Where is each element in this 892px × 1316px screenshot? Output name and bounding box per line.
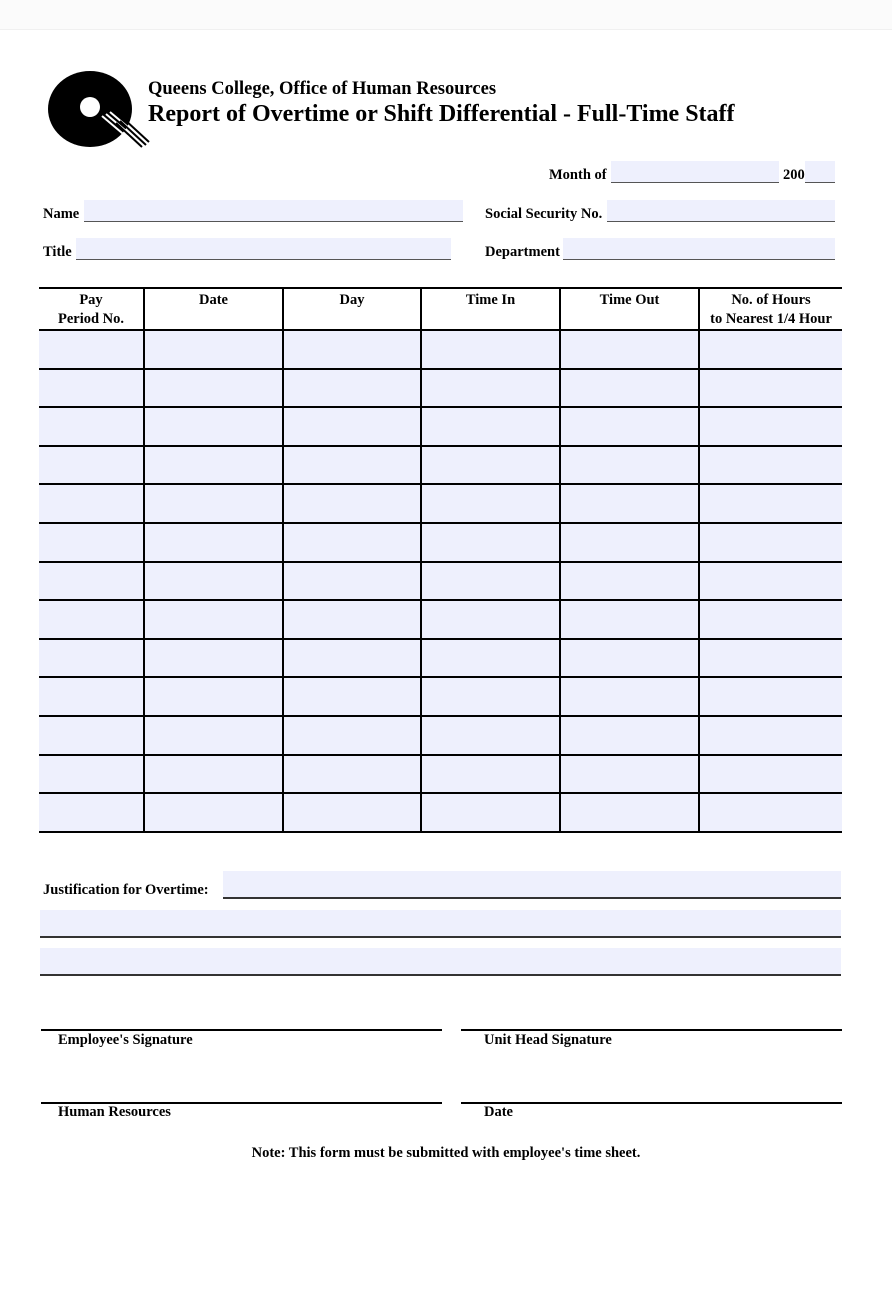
department-field[interactable] [563, 238, 835, 260]
unit-head-signature-label: Unit Head Signature [484, 1032, 612, 1048]
date-cell[interactable] [144, 562, 283, 601]
table-header-row [39, 288, 842, 330]
time-in-cell[interactable] [421, 523, 560, 562]
queens-college-logo [46, 68, 150, 152]
pay-period-cell[interactable] [39, 677, 144, 716]
time-out-cell[interactable] [560, 407, 699, 446]
day-cell[interactable] [283, 639, 421, 678]
hours-cell[interactable] [699, 407, 842, 446]
submission-note: Note: This form must be submitted with employee's time sheet. [251, 1145, 641, 1161]
time-out-cell[interactable] [560, 330, 699, 369]
employee-signature-label: Employee's Signature [58, 1032, 193, 1048]
date-cell[interactable] [144, 407, 283, 446]
year-field[interactable] [805, 161, 835, 183]
year-prefix: 200 [783, 167, 805, 183]
ssn-field[interactable] [607, 200, 835, 222]
pay-period-cell[interactable] [39, 562, 144, 601]
justification-line-3[interactable] [40, 948, 841, 976]
time-out-cell[interactable] [560, 716, 699, 755]
pay-period-cell[interactable] [39, 793, 144, 832]
unit-head-signature-line[interactable] [461, 1029, 842, 1031]
day-cell[interactable] [283, 677, 421, 716]
hours-cell[interactable] [699, 446, 842, 485]
department-label: Department [485, 244, 560, 260]
time-out-cell[interactable] [560, 639, 699, 678]
column-header-line: Period No. [57, 311, 125, 327]
time-out-cell[interactable] [560, 484, 699, 523]
hours-cell[interactable] [699, 330, 842, 369]
name-field[interactable] [84, 200, 463, 222]
pay-period-cell[interactable] [39, 330, 144, 369]
table-row [39, 407, 842, 446]
column-header-line: to Nearest 1/4 Hour [710, 311, 832, 327]
date-cell[interactable] [144, 793, 283, 832]
pay-period-cell[interactable] [39, 369, 144, 408]
justification-label: Justification for Overtime: [43, 882, 209, 898]
table-row [39, 446, 842, 485]
day-cell[interactable] [283, 793, 421, 832]
day-cell[interactable] [283, 755, 421, 794]
day-cell[interactable] [283, 446, 421, 485]
justification-line-2[interactable] [40, 910, 841, 938]
time-in-cell[interactable] [421, 677, 560, 716]
title-field[interactable] [76, 238, 451, 260]
time-in-cell[interactable] [421, 639, 560, 678]
viewer-top-bar [0, 0, 892, 30]
pay-period-cell[interactable] [39, 407, 144, 446]
column-header-line: Pay [79, 292, 103, 308]
pay-period-cell[interactable] [39, 716, 144, 755]
hours-cell[interactable] [699, 755, 842, 794]
column-header-pay-period [39, 288, 144, 330]
time-entry-table [39, 287, 842, 833]
date-cell[interactable] [144, 369, 283, 408]
time-out-cell[interactable] [560, 793, 699, 832]
pay-period-cell[interactable] [39, 446, 144, 485]
pay-period-cell[interactable] [39, 523, 144, 562]
title-label: Title [43, 244, 72, 260]
day-cell[interactable] [283, 562, 421, 601]
day-cell[interactable] [283, 484, 421, 523]
hours-cell[interactable] [699, 484, 842, 523]
table-row [39, 639, 842, 678]
organization-name: Queens College, Office of Human Resources [148, 79, 497, 99]
table-row [39, 484, 842, 523]
column-header-hours [699, 288, 842, 330]
day-cell[interactable] [283, 600, 421, 639]
column-header-date: Date [144, 288, 283, 330]
time-out-cell[interactable] [560, 369, 699, 408]
employee-signature-line[interactable] [41, 1029, 442, 1031]
table-row [39, 330, 842, 369]
table-row [39, 716, 842, 755]
form-title: Report of Overtime or Shift Differential - Full-Time Staff [148, 101, 735, 127]
time-in-cell[interactable] [421, 407, 560, 446]
time-in-cell[interactable] [421, 369, 560, 408]
hours-cell[interactable] [699, 369, 842, 408]
date-cell[interactable] [144, 484, 283, 523]
hours-cell[interactable] [699, 793, 842, 832]
date-cell[interactable] [144, 446, 283, 485]
day-cell[interactable] [283, 407, 421, 446]
table-row [39, 793, 842, 832]
day-cell[interactable] [283, 369, 421, 408]
date-cell[interactable] [144, 677, 283, 716]
justification-line-1[interactable] [223, 871, 841, 899]
table-row [39, 755, 842, 794]
time-out-cell[interactable] [560, 446, 699, 485]
month-label: Month of [549, 167, 607, 183]
date-line[interactable] [461, 1102, 842, 1104]
pay-period-cell[interactable] [39, 484, 144, 523]
day-cell[interactable] [283, 716, 421, 755]
time-out-cell[interactable] [560, 677, 699, 716]
date-cell[interactable] [144, 716, 283, 755]
time-out-cell[interactable] [560, 755, 699, 794]
date-cell[interactable] [144, 639, 283, 678]
date-cell[interactable] [144, 523, 283, 562]
time-in-cell[interactable] [421, 562, 560, 601]
hours-cell[interactable] [699, 523, 842, 562]
hr-signature-label: Human Resources [58, 1104, 171, 1120]
table-row [39, 600, 842, 639]
hours-cell[interactable] [699, 562, 842, 601]
name-label: Name [43, 206, 80, 222]
table-row [39, 677, 842, 716]
time-in-cell[interactable] [421, 330, 560, 369]
month-field[interactable] [611, 161, 779, 183]
column-header-line: No. of Hours [731, 292, 811, 308]
pay-period-cell[interactable] [39, 755, 144, 794]
column-header-day: Day [283, 288, 421, 330]
hours-cell[interactable] [699, 639, 842, 678]
time-in-cell[interactable] [421, 793, 560, 832]
time-out-cell[interactable] [560, 562, 699, 601]
day-cell[interactable] [283, 523, 421, 562]
column-header-time-in: Time In [421, 288, 560, 330]
date-cell[interactable] [144, 330, 283, 369]
hours-cell[interactable] [699, 677, 842, 716]
hours-cell[interactable] [699, 600, 842, 639]
table-row [39, 369, 842, 408]
table-row [39, 562, 842, 601]
date-label: Date [484, 1104, 513, 1120]
time-out-cell[interactable] [560, 600, 699, 639]
pay-period-cell[interactable] [39, 639, 144, 678]
table-row [39, 523, 842, 562]
pay-period-cell[interactable] [39, 600, 144, 639]
time-in-cell[interactable] [421, 716, 560, 755]
time-out-cell[interactable] [560, 523, 699, 562]
date-cell[interactable] [144, 600, 283, 639]
day-cell[interactable] [283, 330, 421, 369]
time-in-cell[interactable] [421, 446, 560, 485]
hours-cell[interactable] [699, 716, 842, 755]
time-in-cell[interactable] [421, 600, 560, 639]
time-in-cell[interactable] [421, 755, 560, 794]
time-in-cell[interactable] [421, 484, 560, 523]
date-cell[interactable] [144, 755, 283, 794]
ssn-label: Social Security No. [485, 206, 603, 222]
column-header-time-out: Time Out [560, 288, 699, 330]
